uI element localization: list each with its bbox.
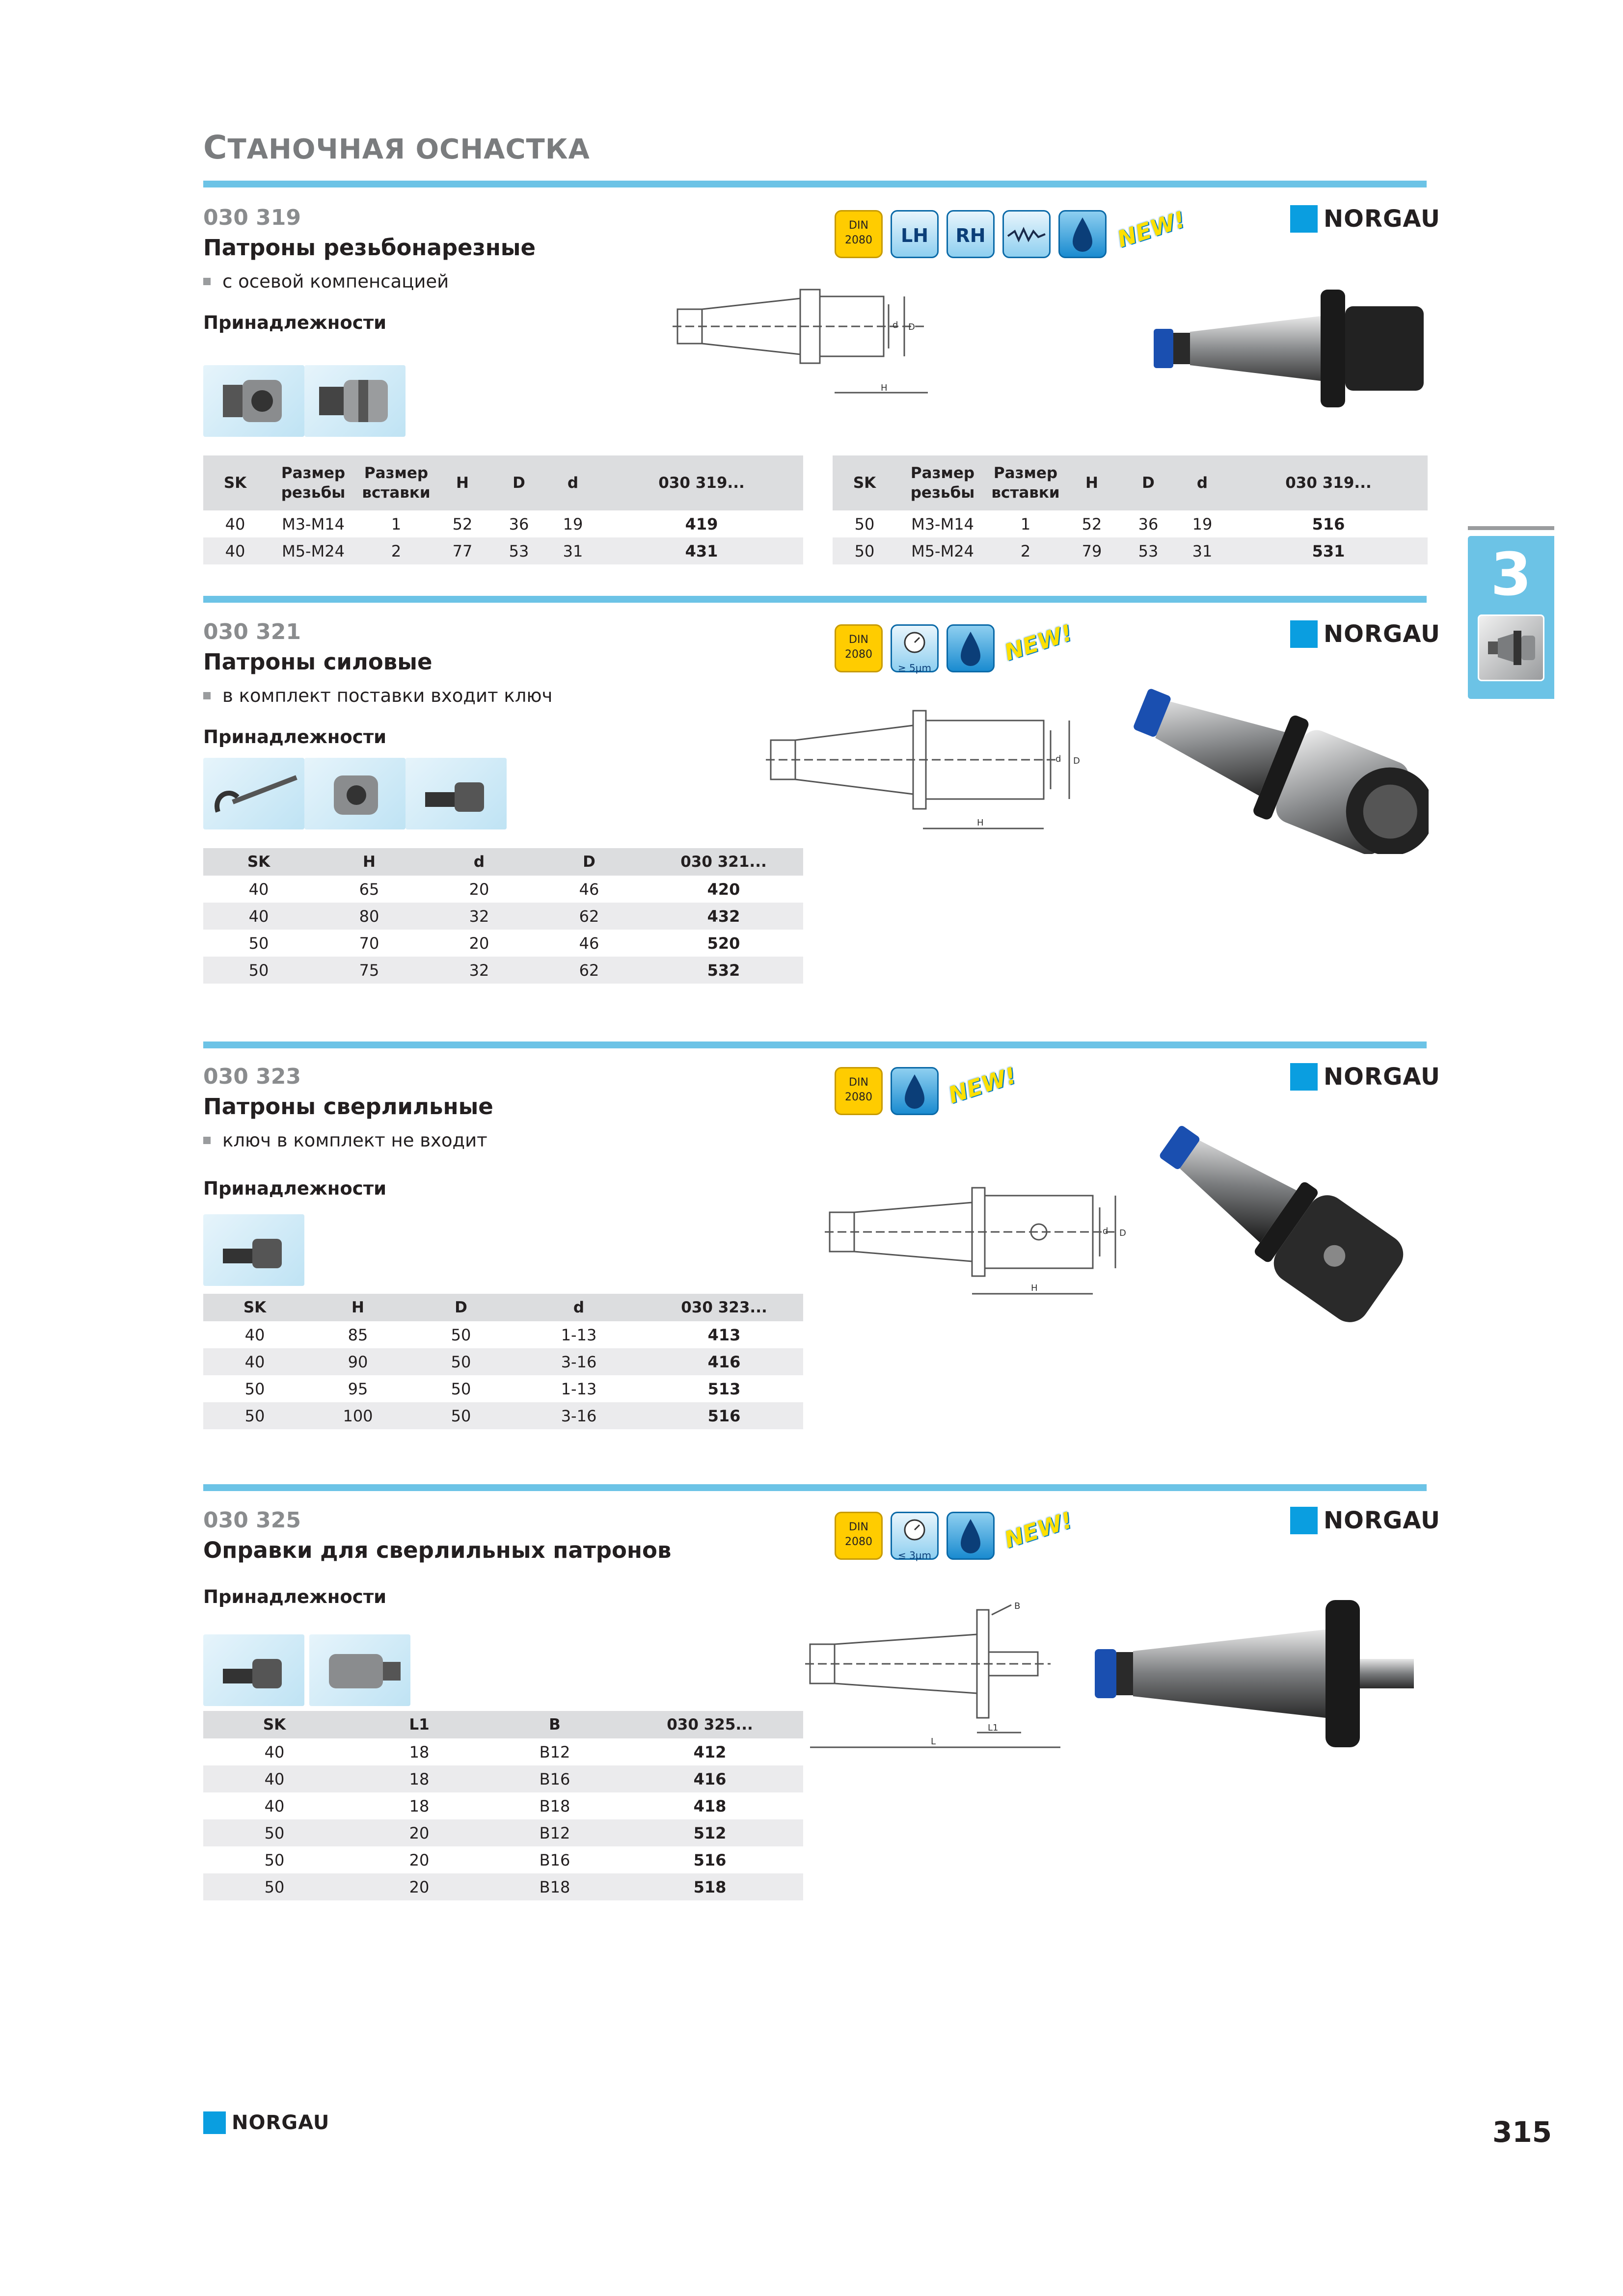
table-row	[203, 1738, 803, 1765]
drawing-label-d: d	[1055, 754, 1061, 764]
lh-badge-text: LH	[900, 225, 929, 246]
table-cell: 65	[359, 880, 379, 899]
page-header-first-letter: С	[203, 129, 228, 166]
article-number: 512	[617, 1819, 803, 1846]
article-number: 416	[645, 1348, 803, 1375]
table-row	[203, 1321, 803, 1348]
drawing-label-B: B	[1014, 1601, 1021, 1611]
page-header-rest: ТАНОЧНАЯ ОСНАСТКА	[227, 133, 590, 165]
table-cell: 40	[264, 1742, 285, 1762]
table-cell: M5-M24	[267, 537, 359, 564]
chapter-tab-number: 3	[1490, 541, 1532, 609]
col-header: Размер вставки	[359, 455, 433, 510]
table-cell: 79	[1062, 537, 1121, 564]
product-photo-arbor	[1090, 1590, 1434, 1757]
table-cell: 53	[492, 537, 546, 564]
article-number: 413	[707, 1325, 741, 1344]
bullet-square-icon	[203, 1137, 211, 1144]
brand-name: NORGAU	[1324, 1507, 1440, 1534]
table-header-row	[203, 455, 803, 510]
new-badge: NEW!	[1001, 1506, 1076, 1553]
table-cell: B18	[493, 1873, 617, 1900]
table-cell: 1-13	[561, 1325, 597, 1344]
table-cell: 19	[1192, 514, 1213, 534]
col-header: 030 323...	[645, 1294, 803, 1321]
new-badge: NEW!	[1114, 206, 1189, 253]
table-cell: 50	[451, 1325, 471, 1344]
table-cell: B12	[539, 1742, 570, 1762]
col-header: H	[306, 1294, 409, 1321]
table-cell: 1-13	[561, 1379, 597, 1398]
brand-square-icon	[203, 2111, 226, 2134]
accessories-label: Принадлежности	[203, 312, 387, 333]
drawing-label-h: H	[977, 818, 984, 828]
table-cell: 36	[509, 514, 529, 534]
col-header: L1	[346, 1711, 493, 1738]
article-number: 416	[617, 1765, 803, 1792]
drawing-label-D: D	[908, 322, 915, 332]
table-cell: 50	[451, 1379, 471, 1398]
article-number: 419	[685, 514, 718, 534]
rh-badge	[947, 210, 995, 258]
brand-name: NORGAU	[1324, 620, 1440, 648]
article-number: 432	[644, 903, 803, 930]
col-header: D	[492, 455, 546, 510]
brand-logo	[1290, 620, 1440, 648]
article-number: 518	[617, 1873, 803, 1900]
table-cell: M3-M14	[282, 514, 345, 534]
accessory-tap-adapter-1-image	[203, 365, 304, 437]
drawing-label-h: H	[1031, 1283, 1038, 1293]
table-cell: 52	[452, 514, 473, 534]
din-badge-line2: 2080	[845, 1536, 872, 1548]
section-code: 030 321	[203, 619, 301, 644]
drawing-label-L1: L1	[988, 1723, 999, 1733]
col-header: D	[534, 848, 644, 876]
table-cell: 100	[306, 1402, 409, 1429]
table-header-row	[203, 1711, 803, 1738]
table-cell: 40	[248, 880, 269, 899]
table-row	[203, 1819, 803, 1846]
section-rule-030321	[203, 596, 1427, 603]
din-badge-line1: DIN	[849, 634, 868, 646]
drawing-label-D: D	[1119, 1228, 1126, 1238]
table-cell: 18	[409, 1796, 430, 1815]
col-header: SK	[203, 1294, 306, 1321]
technical-drawing-drill-chuck	[825, 1178, 1139, 1306]
table-cell: 50	[264, 1850, 285, 1869]
footer-brand-logo	[203, 2111, 329, 2134]
article-number: 418	[693, 1796, 727, 1815]
table-cell: 20	[469, 934, 489, 953]
col-header: Размер вставки	[989, 455, 1062, 510]
brand-logo	[1290, 1063, 1440, 1091]
section-code: 030 323	[203, 1064, 301, 1089]
col-header: d	[424, 848, 534, 876]
table-row	[203, 510, 803, 537]
technical-drawing-power-chuck	[766, 701, 1100, 843]
col-header: SK	[203, 455, 267, 510]
section-title: Оправки для сверлильных патронов	[203, 1537, 672, 1563]
din-badge-line1: DIN	[849, 1076, 868, 1089]
spec-table-030319-sk40	[203, 455, 803, 564]
runout-precision-icon	[891, 624, 939, 672]
brand-logo	[1290, 1507, 1440, 1534]
table-row	[203, 903, 803, 930]
section-title: Патроны сверлильные	[203, 1094, 493, 1120]
accessory-pull-stud-image	[406, 758, 507, 829]
col-header: B	[493, 1711, 617, 1738]
table-cell: 36	[1138, 514, 1159, 534]
table-cell: 31	[546, 537, 600, 564]
article-number: 520	[707, 934, 740, 953]
accessories-label: Принадлежности	[203, 726, 387, 748]
article-number: 516	[693, 1850, 727, 1869]
table-cell: 2	[359, 537, 433, 564]
section-title: Патроны силовые	[203, 649, 433, 675]
table-cell: 50	[203, 1819, 346, 1846]
section-bullet	[203, 685, 552, 706]
brand-name: NORGAU	[1324, 1063, 1440, 1091]
axial-compensation-icon	[1002, 210, 1051, 258]
section-bullet-text: ключ в комплект не входит	[222, 1130, 487, 1151]
article-number: 412	[693, 1742, 727, 1762]
table-cell: 20	[346, 1819, 493, 1846]
din-2080-badge	[835, 624, 883, 672]
accessory-collet-image	[304, 758, 406, 829]
table-cell: 80	[314, 903, 424, 930]
brand-square-icon	[1290, 1507, 1318, 1534]
bullet-square-icon	[203, 278, 211, 285]
article-number: 516	[1312, 514, 1345, 534]
col-header: SK	[203, 848, 314, 876]
table-cell: 2	[989, 537, 1062, 564]
table-cell: 50	[203, 957, 314, 984]
table-cell: 40	[203, 903, 314, 930]
table-cell: 40	[244, 1325, 265, 1344]
section-bullet-text: в комплект поставки входит ключ	[222, 685, 553, 706]
col-header: 030 319...	[600, 455, 803, 510]
din-badge-line2: 2080	[845, 234, 872, 246]
runout-precision-icon	[891, 1512, 939, 1560]
table-cell: 3-16	[513, 1402, 645, 1429]
brand-name: NORGAU	[1324, 205, 1440, 233]
col-header: 030 319...	[1229, 455, 1428, 510]
product-photo-drill-chuck	[1139, 1119, 1434, 1325]
product-photo-power-chuck	[1124, 677, 1429, 854]
table-cell: M5-M24	[896, 537, 989, 564]
spec-table-030321	[203, 848, 803, 984]
table-cell: 77	[433, 537, 492, 564]
table-row	[203, 1348, 803, 1375]
din-badge-line1: DIN	[849, 1521, 868, 1533]
table-row	[203, 1765, 803, 1792]
table-cell: 50	[833, 537, 896, 564]
table-row	[203, 1846, 803, 1873]
chapter-tab-icon	[1478, 614, 1544, 681]
table-cell: 19	[563, 514, 583, 534]
table-row	[203, 876, 803, 903]
table-cell: 32	[424, 903, 534, 930]
drawing-label-D: D	[1073, 756, 1080, 766]
accessory-drill-chuck-image	[309, 1634, 410, 1706]
article-number: 516	[645, 1402, 803, 1429]
din-badge-line2: 2080	[845, 648, 872, 661]
rh-badge-text: RH	[955, 225, 986, 246]
table-cell: 20	[346, 1873, 493, 1900]
brand-name: NORGAU	[232, 2111, 330, 2134]
col-header: H	[1062, 455, 1121, 510]
din-badge-line1: DIN	[849, 219, 868, 232]
col-header: 030 325...	[617, 1711, 803, 1738]
chapter-tab-divider	[1468, 526, 1554, 530]
table-row	[833, 537, 1428, 564]
table-cell: 46	[579, 880, 599, 899]
table-cell: 62	[534, 903, 644, 930]
table-row	[203, 1402, 803, 1429]
din-badge-line2: 2080	[845, 1091, 872, 1103]
table-row	[203, 1873, 803, 1900]
table-cell: 32	[424, 957, 534, 984]
col-header: D	[409, 1294, 513, 1321]
table-cell: 70	[359, 934, 379, 953]
col-header: Размер резьбы	[267, 455, 359, 510]
section-title: Патроны резьбонарезные	[203, 235, 536, 261]
section-code: 030 319	[203, 205, 301, 230]
table-cell: 31	[1175, 537, 1229, 564]
din-2080-badge	[835, 210, 883, 258]
table-cell: 1	[391, 514, 402, 534]
table-row	[833, 510, 1428, 537]
article-number: 532	[644, 957, 803, 984]
table-cell: 50	[248, 934, 269, 953]
table-header-row	[833, 455, 1428, 510]
table-cell: 50	[409, 1348, 513, 1375]
table-row	[203, 930, 803, 957]
coolant-drop-icon	[1058, 210, 1107, 258]
section-rule-030323	[203, 1041, 1427, 1048]
table-cell: 50	[203, 1402, 306, 1429]
spec-table-030319-sk50	[833, 455, 1428, 564]
new-badge: NEW!	[945, 1062, 1020, 1109]
col-header: d	[513, 1294, 645, 1321]
accessories-label: Принадлежности	[203, 1178, 387, 1199]
technical-drawing-arbor	[805, 1600, 1080, 1757]
table-cell: 50	[854, 514, 875, 534]
din-2080-badge	[835, 1512, 883, 1560]
spec-table-030323	[203, 1294, 803, 1429]
lh-badge	[891, 210, 939, 258]
table-header-row	[203, 1294, 803, 1321]
table-cell: B12	[493, 1819, 617, 1846]
col-header: SK	[833, 455, 896, 510]
brand-logo	[1290, 205, 1440, 233]
table-cell: 46	[579, 934, 599, 953]
col-header: d	[1175, 455, 1229, 510]
accessory-pull-stud-image	[203, 1214, 304, 1286]
section-bullet-text: с осевой компенсацией	[222, 271, 449, 292]
table-cell: 50	[244, 1379, 265, 1398]
table-cell: 20	[469, 880, 489, 899]
col-header: D	[1121, 455, 1175, 510]
article-number: 531	[1229, 537, 1428, 564]
table-row	[203, 537, 803, 564]
section-rule-030319	[203, 181, 1427, 187]
runout-precision-text: ≥ 5μm	[897, 662, 932, 674]
col-header: SK	[203, 1711, 346, 1738]
drawing-label-d: d	[893, 320, 898, 330]
table-cell: 18	[409, 1742, 430, 1762]
col-header: H	[314, 848, 424, 876]
accessory-pull-stud-image	[203, 1634, 304, 1706]
technical-drawing-tap-chuck	[673, 275, 947, 407]
table-cell: 1	[1020, 514, 1031, 534]
table-cell: B16	[539, 1850, 570, 1869]
page-number: 315	[1492, 2115, 1552, 2149]
table-cell: 40	[225, 514, 245, 534]
brand-square-icon	[1290, 205, 1318, 233]
brand-square-icon	[1290, 620, 1318, 648]
table-cell: 40	[203, 537, 267, 564]
accessory-hook-wrench-image	[203, 758, 304, 829]
page-header	[203, 129, 590, 166]
col-header: 030 321...	[644, 848, 803, 876]
bullet-square-icon	[203, 692, 211, 699]
coolant-drop-icon	[891, 1067, 939, 1115]
table-cell: 3-16	[513, 1348, 645, 1375]
coolant-drop-icon	[947, 1512, 995, 1560]
table-row	[203, 1792, 803, 1819]
table-cell: 18	[346, 1765, 493, 1792]
section-code: 030 325	[203, 1508, 301, 1533]
table-cell: 95	[348, 1379, 368, 1398]
table-cell: 40	[203, 1348, 306, 1375]
drawing-label-d: d	[1103, 1226, 1109, 1236]
article-number: 420	[707, 880, 740, 899]
col-header: Размер резьбы	[896, 455, 989, 510]
table-cell: 50	[203, 1873, 346, 1900]
accessories-label: Принадлежности	[203, 1586, 387, 1607]
table-header-row	[203, 848, 803, 876]
table-cell: 40	[203, 1765, 346, 1792]
table-cell: B18	[539, 1796, 570, 1815]
table-row	[203, 1375, 803, 1402]
table-cell: 40	[264, 1796, 285, 1815]
table-cell: B16	[493, 1765, 617, 1792]
table-cell: 75	[314, 957, 424, 984]
runout-precision-text: ≤ 3μm	[897, 1549, 932, 1561]
table-cell: 52	[1082, 514, 1102, 534]
drawing-label-L: L	[931, 1736, 936, 1747]
new-badge: NEW!	[1001, 619, 1076, 666]
coolant-drop-icon	[947, 624, 995, 672]
table-cell: M3-M14	[911, 514, 974, 534]
section-bullet	[203, 1130, 487, 1151]
table-cell: 53	[1121, 537, 1175, 564]
spec-table-030325	[203, 1711, 803, 1900]
table-cell: 20	[409, 1850, 430, 1869]
col-header: H	[433, 455, 492, 510]
table-cell: 90	[306, 1348, 409, 1375]
section-bullet	[203, 271, 449, 292]
table-cell: 62	[534, 957, 644, 984]
din-2080-badge	[835, 1067, 883, 1115]
section-rule-030325	[203, 1484, 1427, 1491]
table-cell: 50	[409, 1402, 513, 1429]
drawing-label-h: H	[881, 383, 888, 393]
article-number: 431	[600, 537, 803, 564]
table-cell: 85	[348, 1325, 368, 1344]
accessory-tap-adapter-2-image	[304, 365, 406, 437]
article-number: 513	[707, 1379, 741, 1398]
col-header: d	[546, 455, 600, 510]
brand-square-icon	[1290, 1063, 1318, 1091]
product-photo-tap-chuck	[1144, 285, 1434, 412]
table-row	[203, 957, 803, 984]
